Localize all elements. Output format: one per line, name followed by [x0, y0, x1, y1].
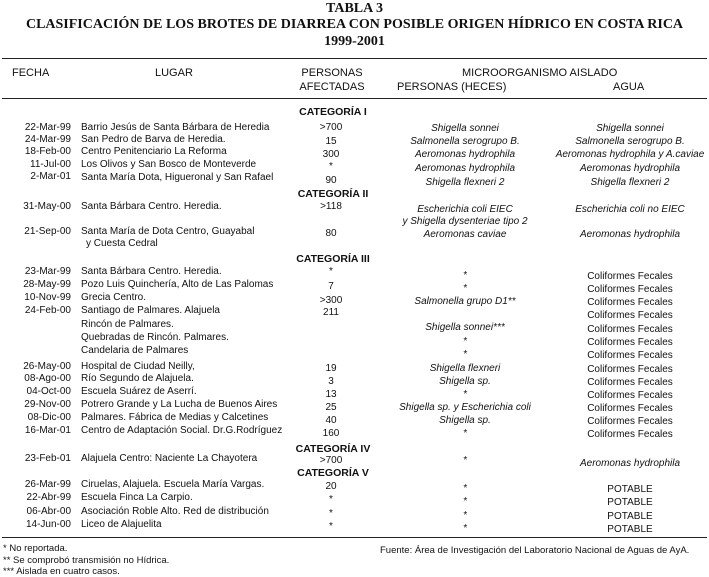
- category-heading: CATEGORÍA IV: [295, 443, 371, 455]
- row-persons: 160: [322, 428, 340, 439]
- table-title: CLASIFICACIÓN DE LOS BROTES DE DIARREA CON POSIBLE ORIGEN HÍDRICO EN COSTA RICA: [25, 17, 684, 32]
- row-heces: *: [463, 483, 467, 494]
- row-agua: Coliformes Fecales: [587, 429, 673, 440]
- row-persons: 25: [325, 402, 337, 413]
- row-place-continued: y Cuesta Cedral: [86, 238, 158, 249]
- row-persons: 40: [325, 415, 337, 426]
- row-agua: Escherichia coli no EIEC: [575, 204, 685, 215]
- row-date: 18-Feb-00: [24, 146, 71, 157]
- row-persons: 13: [325, 389, 337, 400]
- row-heces: Salmonella grupo D1**: [414, 296, 516, 307]
- row-date: 04-Oct-00: [26, 386, 71, 397]
- row-agua: Aeromonas hydrophila: [579, 458, 681, 469]
- row-date: 24-Feb-00: [24, 305, 71, 316]
- col-header-afectadas: AFECTADAS: [299, 81, 365, 93]
- row-place: Río Segundo de Alajuela.: [81, 373, 194, 384]
- row-persons: 3: [328, 376, 334, 387]
- row-agua: Shigella flexneri 2: [590, 177, 670, 188]
- footnote-cuatro-casos: *** Aislada en cuatro casos.: [3, 566, 120, 577]
- row-place: Santa María Dota, Higueronal y San Rafael: [81, 172, 274, 183]
- row-date: 14-Jun-00: [25, 519, 71, 530]
- row-agua: Coliformes Fecales: [587, 297, 673, 308]
- row-persons: *: [329, 494, 333, 505]
- row-agua: Aeromonas hydrophila: [579, 229, 681, 240]
- row-date: 28-May-99: [23, 279, 71, 290]
- col-header-lugar: LUGAR: [155, 67, 193, 79]
- row-persons: *: [329, 266, 333, 277]
- row-heces: *: [463, 428, 467, 439]
- row-agua: Coliformes Fecales: [587, 337, 673, 348]
- row-agua: Coliformes Fecales: [587, 416, 673, 427]
- row-heces: *: [463, 523, 467, 534]
- row-date: 22-Mar-99: [24, 122, 71, 133]
- row-agua: Coliformes Fecales: [587, 390, 673, 401]
- row-place: Ciruelas, Alajuela. Escuela María Vargas.: [81, 479, 265, 490]
- category-heading: CATEGORÍA V: [297, 467, 369, 479]
- row-persons: 211: [323, 307, 339, 318]
- row-date: 21-Sep-00: [24, 226, 71, 237]
- row-heces: Escherichia coli EIEC: [417, 204, 513, 215]
- row-agua: Coliformes Fecales: [587, 271, 673, 282]
- row-date: 26-May-00: [23, 361, 71, 372]
- row-heces: Shigella sonnei: [431, 123, 499, 134]
- row-persons: 20: [325, 481, 337, 492]
- row-date: 16-Mar-01: [24, 425, 71, 436]
- row-agua: POTABLE: [607, 497, 653, 508]
- row-date: 11-Jul-00: [30, 159, 71, 170]
- row-persons: 7: [328, 281, 334, 292]
- row-agua: Coliformes Fecales: [587, 284, 673, 295]
- row-agua: Salmonella serogrupo B.: [575, 136, 685, 147]
- row-agua: Aeromonas hydrophila y A.caviae: [555, 149, 705, 160]
- row-place: Rincón de Palmares.: [81, 319, 174, 330]
- row-agua: POTABLE: [607, 524, 653, 535]
- row-heces: Aeromonas hydrophila: [414, 163, 516, 174]
- row-place: Centro Penitenciario La Reforma: [81, 146, 227, 157]
- row-heces: *: [463, 455, 467, 466]
- row-persons: >300: [319, 295, 343, 306]
- row-heces: *: [463, 270, 467, 281]
- row-date: 10-Nov-99: [24, 292, 71, 303]
- row-place: San Pedro de Barva de Heredia.: [81, 134, 226, 145]
- row-date: 31-May-00: [23, 201, 71, 212]
- row-heces: *: [463, 389, 467, 400]
- row-agua: Coliformes Fecales: [587, 324, 673, 335]
- row-place: Centro de Adaptación Social. Dr.G.Rodríguez: [81, 425, 283, 436]
- row-place: Quebradas de Rincón. Palmares.: [81, 332, 229, 343]
- col-header-microorganismo: MICROORGANISMO AISLADO: [462, 67, 618, 79]
- row-persons: >700: [319, 455, 343, 466]
- table-number: TABLA 3: [326, 1, 383, 16]
- row-place: Barrio Jesús de Santa Bárbara de Heredia: [81, 122, 270, 133]
- row-heces: Shigella sp.: [439, 415, 491, 426]
- row-persons: *: [329, 161, 333, 172]
- row-heces: Shigella sp.: [439, 376, 491, 387]
- row-persons: 80: [325, 228, 337, 239]
- row-place: Alajuela Centro: Naciente La Chayotera: [81, 453, 258, 464]
- row-place: Palmares. Fábrica de Medias y Calcetines: [81, 412, 269, 423]
- row-date: 08-Dic-00: [27, 412, 71, 423]
- row-place: Santa Bárbara Centro. Heredia.: [81, 266, 222, 277]
- row-agua: Coliformes Fecales: [587, 377, 673, 388]
- row-date: 29-Nov-00: [24, 399, 71, 410]
- row-place: Pozo Luis Quinchería, Alto de Las Palomas: [81, 279, 274, 290]
- row-heces: Aeromonas hydrophila: [414, 149, 516, 160]
- footnote-no-reportada: * No reportada.: [3, 543, 68, 554]
- row-agua: Coliformes Fecales: [587, 350, 673, 361]
- row-persons: >118: [320, 201, 342, 212]
- row-date: 2-Mar-01: [30, 171, 71, 182]
- row-heces: *: [463, 510, 467, 521]
- row-agua: Coliformes Fecales: [587, 364, 673, 375]
- row-date: 23-Mar-99: [24, 266, 71, 277]
- row-place: Santiago de Palmares. Alajuela: [81, 305, 220, 316]
- row-date: 23-Feb-01: [24, 453, 71, 464]
- row-date: 26-Mar-99: [24, 479, 71, 490]
- row-heces: Salmonella serogrupo B.: [410, 136, 520, 147]
- row-agua: Coliformes Fecales: [587, 403, 673, 414]
- row-place: Santa Bárbara Centro. Heredia.: [81, 201, 222, 212]
- category-heading: CATEGORÍA III: [296, 253, 370, 265]
- category-heading: CATEGORÍA II: [297, 188, 369, 200]
- row-agua: Coliformes Fecales: [587, 310, 673, 321]
- col-header-agua: AGUA: [613, 81, 645, 93]
- row-heces: Shigella flexneri: [429, 363, 501, 374]
- row-agua: POTABLE: [607, 484, 653, 495]
- row-heces: Aeromonas caviae: [423, 229, 507, 240]
- row-place: Candelaria de Palmares: [81, 345, 189, 356]
- row-place: Los Olivos y San Bosco de Monteverde: [81, 159, 257, 170]
- category-heading: CATEGORÍA I: [299, 106, 367, 118]
- col-header-personas: PERSONAS: [301, 67, 363, 79]
- row-date: 24-Mar-99: [24, 134, 71, 145]
- row-place: Asociación Roble Alto. Red de distribución: [81, 506, 269, 517]
- row-date: 06-Abr-00: [26, 506, 71, 517]
- row-heces: *: [463, 496, 467, 507]
- row-date: 22-Abr-99: [26, 492, 71, 503]
- table-bottom-rule: [2, 537, 707, 538]
- row-place: Hospital de Ciudad Neilly,: [81, 361, 195, 372]
- row-agua: POTABLE: [607, 511, 653, 522]
- col-header-fecha: FECHA: [12, 67, 50, 79]
- row-heces: *: [463, 336, 467, 347]
- row-persons: 300: [322, 149, 340, 160]
- source-note: Fuente: Área de Investigación del Laboratorio Nacional de Aguas de AyA.: [380, 545, 690, 556]
- row-heces: Shigella sonnei***: [425, 322, 505, 333]
- row-heces: Shigella sp. y Escherichia coli: [399, 402, 531, 413]
- col-header-heces: PERSONAS (HECES): [397, 81, 507, 93]
- row-persons: 19: [325, 363, 337, 374]
- row-date: 08-Ago-00: [24, 373, 71, 384]
- row-heces: *: [463, 349, 467, 360]
- row-persons: >700: [319, 122, 343, 133]
- row-place: Escuela Suárez de Aserrí.: [81, 386, 197, 397]
- row-persons: *: [329, 521, 333, 532]
- footnote-no-hidrica: ** Se comprobó transmisión no Hídrica.: [3, 555, 170, 566]
- row-place: Santa María de Dota Centro, Guayabal: [81, 226, 255, 237]
- table-years: 1999-2001: [324, 34, 385, 49]
- row-place: Escuela Finca La Carpio.: [81, 492, 193, 503]
- row-persons: 15: [325, 136, 337, 147]
- row-place: Grecia Centro.: [81, 292, 147, 303]
- row-place: Liceo de Alajuelita: [81, 519, 162, 530]
- row-heces-continued: y Shigella dysenteriae tipo 2: [402, 216, 528, 227]
- row-agua: Aeromonas hydrophila: [579, 163, 681, 174]
- header-top-rule: [2, 58, 707, 59]
- row-persons: 90: [325, 175, 337, 186]
- row-place: Potrero Grande y La Lucha de Buenos Aires: [81, 399, 278, 410]
- row-heces: *: [463, 283, 467, 294]
- row-heces: Shigella flexneri 2: [425, 177, 505, 188]
- row-agua: Shigella sonnei: [596, 123, 664, 134]
- row-persons: *: [329, 508, 333, 519]
- header-bottom-rule: [2, 98, 707, 99]
